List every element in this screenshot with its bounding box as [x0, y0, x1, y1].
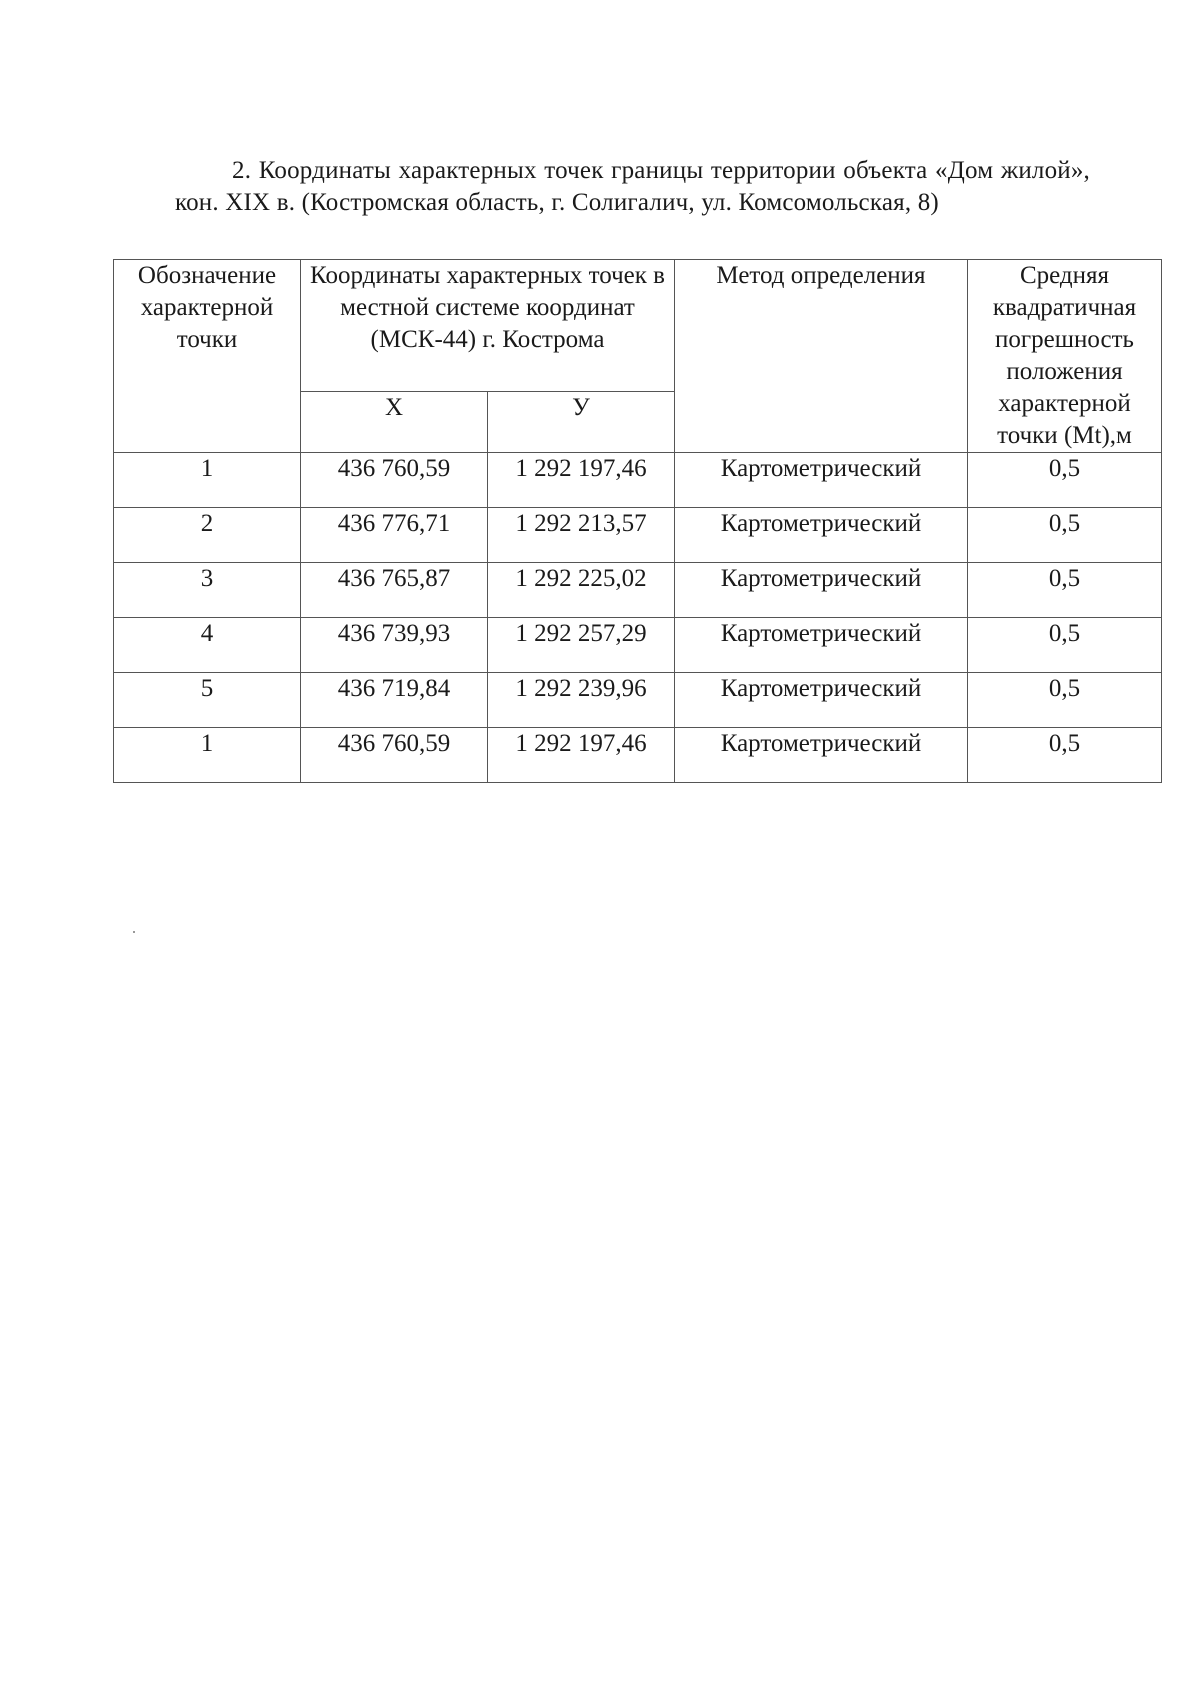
cell-point: 4 — [114, 618, 301, 673]
cell-x: 436 765,87 — [301, 563, 488, 618]
header-y: У — [488, 391, 675, 452]
cell-method: Картометрический — [675, 453, 968, 508]
cell-method: Картометрический — [675, 618, 968, 673]
header-method: Метод определения — [675, 260, 968, 453]
table-row — [114, 453, 1162, 508]
cell-y: 1 292 197,46 — [488, 453, 675, 508]
cell-point: 2 — [114, 508, 301, 563]
cell-x: 436 776,71 — [301, 508, 488, 563]
table-body — [114, 453, 1162, 783]
cell-x: 436 760,59 — [301, 728, 488, 783]
header-point: Обозначение характерной точки — [114, 260, 301, 453]
cell-method: Картометрический — [675, 563, 968, 618]
cell-x: 436 739,93 — [301, 618, 488, 673]
header-error: Средняя квадратичная погрешность положения характерной точки (Mt),м — [968, 260, 1162, 453]
cell-method: Картометрический — [675, 508, 968, 563]
cell-error: 0,5 — [968, 618, 1162, 673]
cell-error: 0,5 — [968, 508, 1162, 563]
table-row — [114, 728, 1162, 783]
cell-method: Картометрический — [675, 728, 968, 783]
table-header — [114, 260, 1162, 453]
table-row — [114, 673, 1162, 728]
cell-error: 0,5 — [968, 728, 1162, 783]
cell-y: 1 292 197,46 — [488, 728, 675, 783]
cell-method: Картометрический — [675, 673, 968, 728]
cell-y: 1 292 239,96 — [488, 673, 675, 728]
table-row — [114, 563, 1162, 618]
cell-x: 436 719,84 — [301, 673, 488, 728]
section-heading: 2. Координаты характерных точек границы территории объекта «Дом жилой», кон. XIX в. (Костромская область, г. Солигалич, ул. Комсомольская, 8) — [175, 157, 1090, 216]
cell-point: 3 — [114, 563, 301, 618]
cell-y: 1 292 213,57 — [488, 508, 675, 563]
cell-y: 1 292 257,29 — [488, 618, 675, 673]
table-row — [114, 618, 1162, 673]
cell-point: 1 — [114, 453, 301, 508]
header-x: X — [301, 391, 488, 452]
cell-error: 0,5 — [968, 563, 1162, 618]
cell-y: 1 292 225,02 — [488, 563, 675, 618]
cell-error: 0,5 — [968, 453, 1162, 508]
cell-point: 1 — [114, 728, 301, 783]
scan-speck — [133, 931, 135, 933]
coordinates-table — [113, 259, 1162, 783]
cell-x: 436 760,59 — [301, 453, 488, 508]
table-row — [114, 508, 1162, 563]
cell-error: 0,5 — [968, 673, 1162, 728]
cell-point: 5 — [114, 673, 301, 728]
header-coordinates: Координаты характерных точек в местной системе координат (МСК-44) г. Кострома — [301, 260, 675, 392]
